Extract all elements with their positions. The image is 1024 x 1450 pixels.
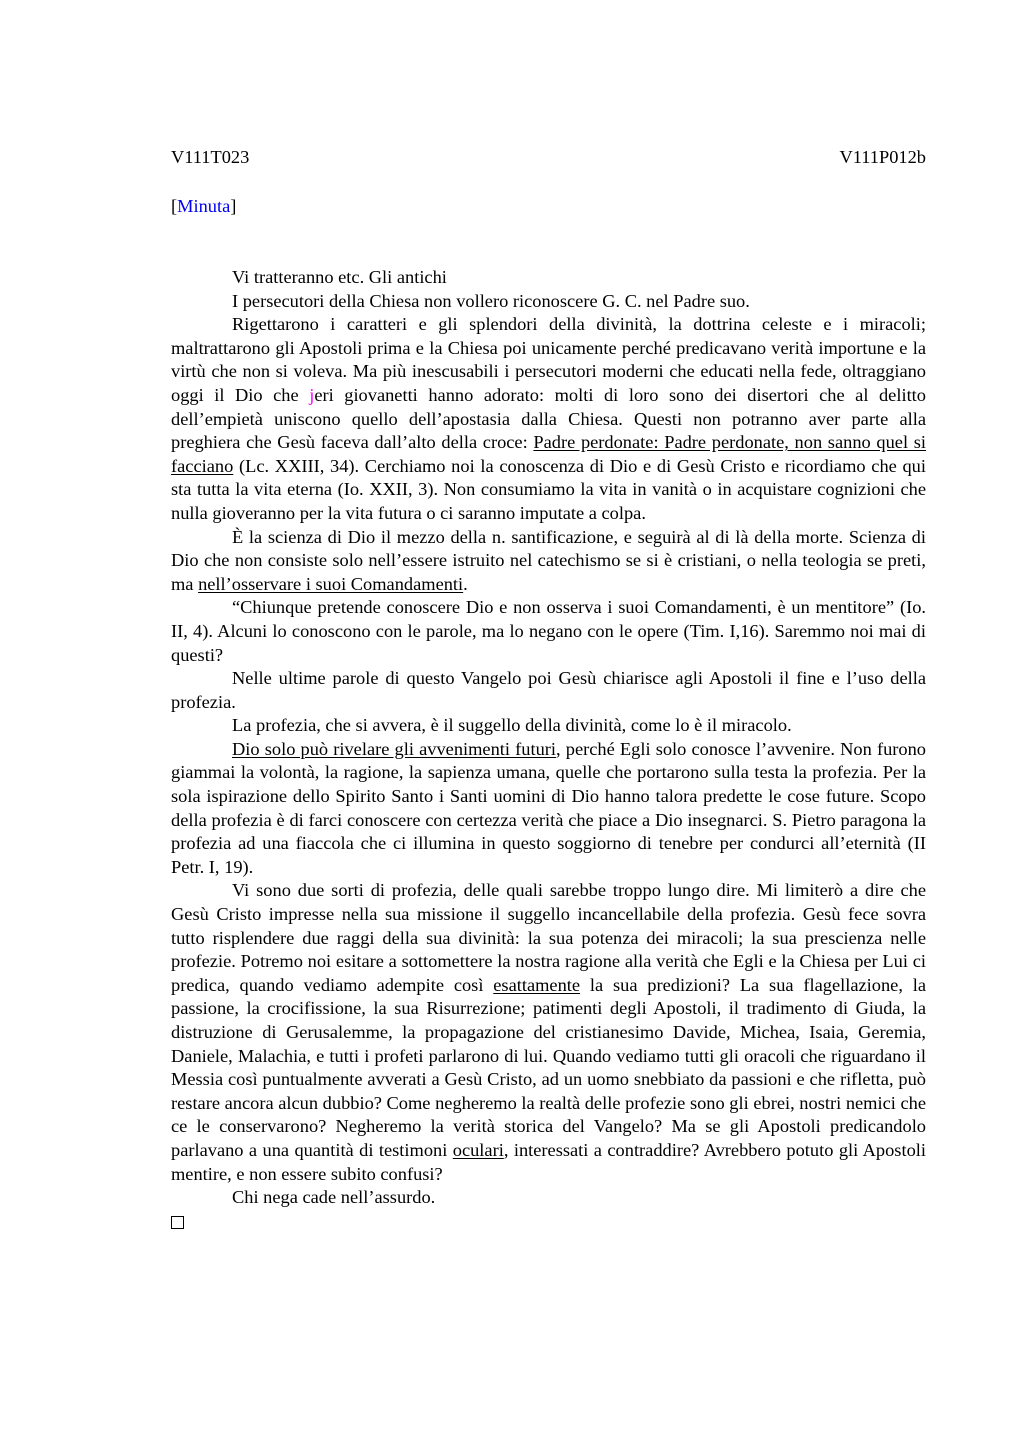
underlined-quote: Padre perdonate: Padre perdonate, non sanno quel si facciano — [171, 432, 926, 476]
paragraph-3 — [171, 313, 926, 525]
document-page — [171, 146, 926, 1235]
underlined-word-oculari: oculari — [452, 1139, 504, 1160]
paragraph-4 — [171, 526, 926, 597]
paragraph-3-text-c: (Lc. XXIII, 34). Cerchiamo noi la conoscenza di Dio e di Gesù Cristo e ricordiamo che qui sta tutta la vita eterna (Io. XXII, 3). Non consumiamo la vita in vanità o in acquistare cognizioni che nulla gioveranno per la vita futura o ci saranno imputate a colpa. — [171, 455, 926, 523]
paragraph-9-text-b: la sua predizioni? La sua flagellazione, la passione, la crocifissione, la sua Risurrezione; patimenti degli Apostoli, il tradimento di Giuda, la distruzione di Gerusalemme, la propagazione del cristianesimo Davide, Michea, Isaia, Geremia, Daniele, Malachia, e tutti i profeti parlarono di lui. Quando vediamo tutti gli oracoli che riguardano il Messia così puntualmente avverati a Gesù Cristo, ad un uomo snebbiato da passioni e che rifletta, può restare ancora alcun dubbio? Come negheremo la realtà delle profezie sono gli ebrei, nostri nemici che ce le conservarono? Negheremo la verità storica del Vangelo? Ma se gli Apostoli predicandolo parlavano a una quantità di testimoni — [171, 974, 926, 1160]
paragraph-8-text: , perché Egli solo conosce l’avvenire. Non furono giammai la volontà, la ragione, la sapienza umana, quelle che portarono sulla testa la profezia. Per la sola ispirazione dello Spirito Santo i Santi uomini di Dio hanno talora predette le cose future. Scopo della profezia è di farci conoscere con certezza verità che piace a Dio insegnarci. S. Pietro paragona la profezia ad una fiaccola che ci illumina in questo soggiorno di tenebre per condurci all’eternità (II Petr. I, 19). — [171, 738, 926, 877]
paragraph-8 — [171, 738, 926, 880]
paragraph-10: Chi nega cade nell’assurdo. — [232, 1187, 436, 1208]
paragraph-4-text-b: . — [463, 573, 468, 594]
paragraph-9-text-a: Vi sono due sorti di profezia, delle quali sarebbe troppo lungo dire. Mi limiterò a dire che Gesù Cristo impresse nella sua missione il suggello incancellabile della profezia. Gesù fece sovra tutto risplendere due raggi della sua divinità: la sua potenza dei miracoli; la sua prescienza nelle profezie. Potremo noi esitare a sottomettere la nostra ragione alla verità che Egli e la Chiesa per Lui ci predica, quando vediamo adempite così — [171, 880, 926, 995]
paragraph-1: Vi tratteranno etc. Gli antichi — [232, 267, 447, 287]
underlined-word-esattamente: esattamente — [493, 974, 581, 995]
paragraph-3-text-b: eri giovanetti hanno adorato: molti di loro sono dei disertori che al delitto dell’empietà uniscono quello dell’apostasia dalla Chiesa. Questi non potranno aver parte alla preghiera che Gesù faceva dall’alto della croce: — [171, 384, 926, 453]
paragraph-3-text-a: Rigettarono i caratteri e gli splendori della divinità, la dottrina celeste e i miracoli; maltrattarono gli Apostoli prima e la Chiesa poi unicamente perché predicavano verità importune e la virtù che non si voleva. Ma più inescusabili i persecutori moderni che educati nella fede, oltraggiano oggi il Dio che — [171, 314, 926, 405]
paragraph-4-text-a: È la scienza di Dio il mezzo della n. santificazione, e seguirà al di là della morte. Scienza di Dio che non consiste solo nell’essere istruito nel catechismo se si è cristiani, o nella teologia se preti, ma — [171, 526, 926, 594]
paragraph-7: La profezia, che si avvera, è il suggello della divinità, come lo è il miracolo. — [232, 715, 792, 736]
paragraph-9 — [171, 879, 926, 1186]
highlighted-letter: j — [309, 384, 315, 405]
underlined-phrase: nell’osservare i suoi Comandamenti — [198, 573, 464, 594]
end-box-icon — [171, 1210, 926, 1236]
minuta-label: Minuta — [177, 196, 231, 216]
document-body — [171, 266, 926, 1235]
document-code-left: V111T023 — [171, 147, 250, 167]
paragraph-6: Nelle ultime parole di questo Vangelo poi Gesù chiarisce agli Apostoli il fine e l’uso della profezia. — [171, 668, 926, 712]
note-bracket-open: [ — [171, 196, 178, 216]
minuta-note — [171, 195, 926, 219]
paragraph-2: I persecutori della Chiesa non vollero riconoscere G. C. nel Padre suo. — [232, 290, 750, 311]
note-bracket-close: ] — [230, 196, 237, 216]
paragraph-5: “Chiunque pretende conoscere Dio e non osserva i suoi Comandamenti, è un mentitore” (Io. II, 4). Alcuni lo conoscono con le parole, ma lo negano con le opere (Tim. I,16). Saremmo noi mai di questi? — [171, 597, 926, 665]
document-code-right: V111P012b — [839, 147, 926, 167]
header — [171, 146, 926, 170]
paragraph-9-text-c: , interessati a contraddire? Avrebbero potuto gli Apostoli mentire, e non essere subito confusi? — [171, 1139, 926, 1184]
underlined-sentence: Dio solo può rivelare gli avvenimenti futuri — [232, 738, 557, 759]
